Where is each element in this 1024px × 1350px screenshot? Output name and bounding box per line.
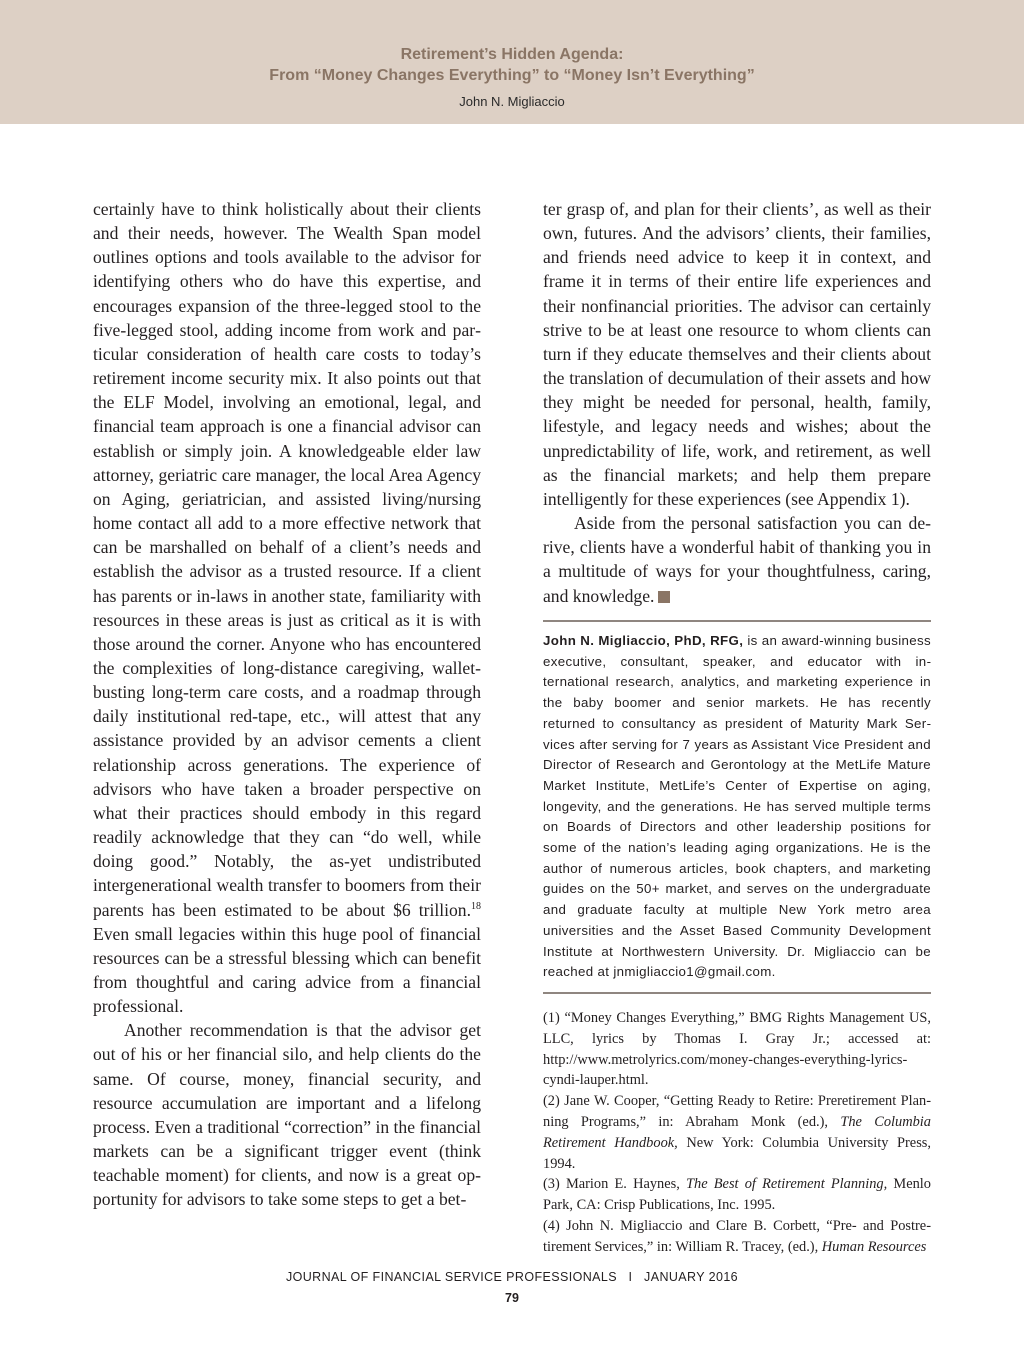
reference-item — [543, 1216, 931, 1258]
reference-title: The Columbia Retirement Handbook, — [543, 1113, 932, 1151]
reference-text: (4) John N. Migliaccio and Clare B. Corbett, “Pre- and Postretirement Services,” in: William R. Tracey, (ed.), — [543, 1217, 931, 1255]
reference-text: (3) Marion E. Haynes, — [543, 1176, 686, 1193]
footnote-marker: 18 — [471, 900, 481, 912]
article-title-line1: Retirement’s Hidden Agenda: — [400, 46, 624, 63]
body-paragraph: Another recommendation is that the advisor get out of his or her financial silo, and help clients do the same. Of course, money, financial security, and resource accumulation are important and a lifelong process. Even a traditional “correction” in the financial markets can be a significant trigger event (think teachable moment) for clients, and now is a great opportunity for advisors to take some steps to get a bet- — [93, 1020, 481, 1210]
article-author: John N. Migliaccio — [459, 94, 565, 109]
body-column-left — [93, 197, 481, 1212]
divider — [543, 992, 931, 994]
reference-item — [543, 1091, 931, 1174]
journal-footer: JOURNAL OF FINANCIAL SERVICE PROFESSIONALS I JANUARY 2016 — [285, 1270, 739, 1284]
body-paragraph: ter grasp of, and plan for their clients’, as well as their own, futures. And the advisors’ clients, their families, and friends need advice to keep it in context, and frame it in terms of their entire life experiences and their nonfinancial priorities. The advisor can certainly strive to be at least one resource to whom clients can turn if they educate themselves and their clients about the translation of decumulation of their assets and how they might be needed for personal, health, family, lifestyle, and legacy needs and wishes; about the unpredictability of life, work, and retirement, as well as the financial markets; and help them prepare intelligently for these experiences (see Appendix 1). — [543, 199, 931, 509]
body-paragraph-final — [543, 511, 931, 608]
article-title-line2: From “Money Changes Everything” to “Money Isn’t Everything” — [269, 67, 755, 84]
reference-title: Human Resources — [821, 1238, 927, 1255]
reference-text: (2) Jane W. Cooper, “Getting Ready to Retire: Preretirement Planning Programs,” in: Abraham Monk (ed.), — [543, 1093, 931, 1130]
body-text: certainly have to think holistically about their clients and their needs, however. The Wealth Span model outlines options and tools available to the advisor for identifying others who do have this expertise, and encourages expansion of the three-legged stool to the five-legged stool, adding income from work and particular consideration of health care costs to today’s retirement income security mix. It also points out that the ELF Model, involving an emotional, legal, and financial team approach is one a financial advisor can establish or simply join. A knowledgeable elder law attorney, geriatric care manager, the local Area Agency on Aging, geriatrician, and assisted living/nursing home contact all add to a more effective network that can be marshalled on behalf of a client’s needs and establish the advisor as a trusted resource. If a client has parents or in-laws in another state, familiarity with resources in these areas is just as critical as it is with those around the corner. Anyone who has encountered the complexities of long-distance caregiving, wallet-busting long-term care costs, and a roadmap through daily institutional red-tape, etc., will attest that any assistance provided by an advisor cements a client relationship across generations. The experience of advisors who have taken a broader perspective on what their practices should embody in this regard readily acknowledge that they can “do well, while doing good.” Notably, the as-yet undistributed intergenerational wealth transfer to boomers from their parents has been estimated to be about $6 trillion. — [93, 199, 481, 920]
reference-title: The Best of Retirement Planning, — [686, 1176, 888, 1193]
page-number: 79 — [505, 1291, 519, 1305]
page-header — [0, 0, 1024, 124]
reference-item — [543, 1174, 931, 1216]
end-of-article-square-icon — [658, 591, 670, 603]
reference-text: Menlo Park, CA: Crisp Publications, Inc. 1995. — [543, 1176, 931, 1214]
body-text: Aside from the personal satisfaction you can derive, clients have a wonderful habit of thanking you in a multitude of ways for your thoughtfulness, caring, and knowledge. — [543, 513, 931, 606]
reference-text: New York: Columbia University Press, 1994. — [543, 1134, 931, 1172]
references — [543, 1008, 931, 1258]
body-text: Even small legacies within this huge pool of financial resources can be a stressful blessing which can benefit from thoughtful and caring advice from a financial professional. — [93, 923, 481, 1017]
body-column-right — [543, 197, 931, 608]
body-paragraph — [93, 197, 481, 1018]
bio-name: John N. Migliaccio, PhD, RFG, — [543, 633, 744, 648]
author-bio — [543, 631, 931, 983]
bio-text: is an award-winning business executive, consultant, speaker, and educator with international research, analytics, and marketing experience in the baby boomer and senior markets. He has recently returned to consultancy as president of Maturity Mark Services after serving for 7 years as Assistant Vice President and Director of Research and Gerontology at the MetLife Mature Market Institute, MetLife’s Center of Expertise on aging, longevity, and the generations. He has served multiple terms on Boards of Directors and other leadership positions for some of the nation’s leading aging organizations. He is the author of numerous articles, book chapters, and marketing guides on the 50+ market, and serves on the undergraduate and graduate faculty at multiple New York metro area universities and the Asset Based Community Development Institute at Northwestern University. Dr. Migliaccio can be reached at jnmigliaccio1@gmail.com. — [543, 633, 931, 980]
divider — [543, 620, 931, 622]
reference-item: (1) “Money Changes Everything,” BMG Rights Management US, LLC, lyrics by Thomas I. Gray Jr.; accessed at: http://www.metrolyrics.com/money-changes-everything-lyrics-cyndi-lauper.html. — [543, 1010, 931, 1089]
